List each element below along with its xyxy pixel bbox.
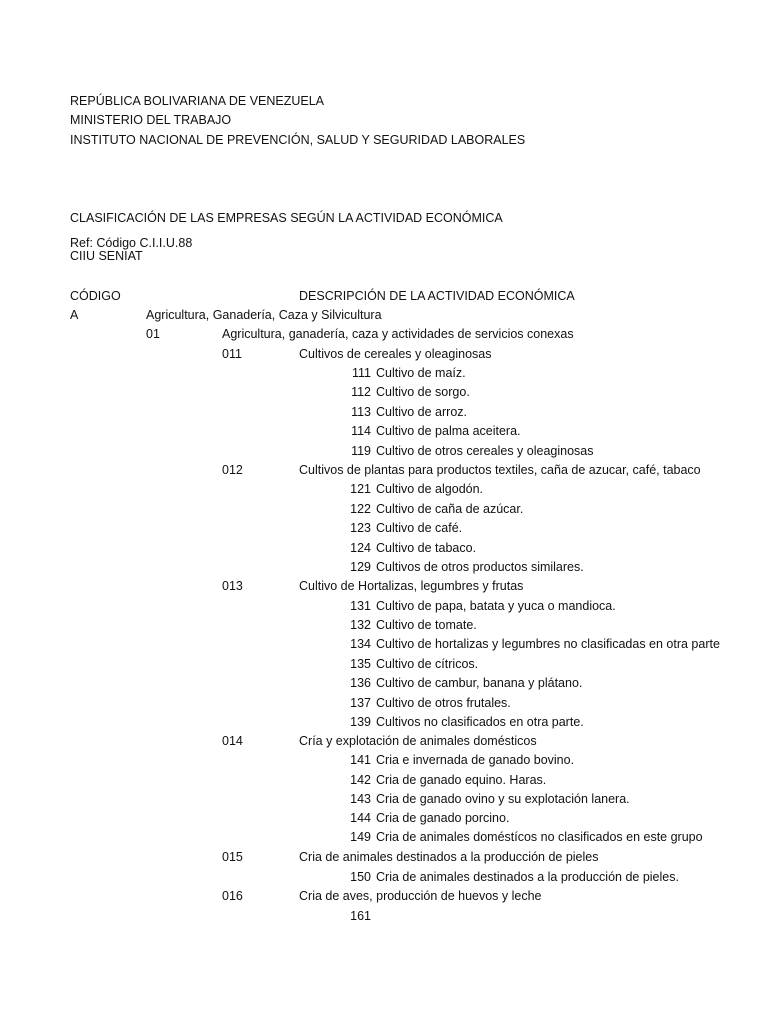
class-code: 132 xyxy=(350,618,371,632)
class-code: 122 xyxy=(350,502,371,516)
class-code: 144 xyxy=(350,811,371,825)
group-label: Cultivos de plantas para productos textiles, caña de azucar, café, tabaco xyxy=(299,463,701,477)
section-code: A xyxy=(70,308,79,322)
class-label: Cultivo de sorgo. xyxy=(376,385,470,399)
class-code: 142 xyxy=(350,773,371,787)
class-label: Cultivos no clasificados en otra parte. xyxy=(376,715,584,729)
class-code: 124 xyxy=(350,541,371,555)
class-code: 139 xyxy=(350,715,371,729)
class-label: Cultivo de papa, batata y yuca o mandioca. xyxy=(376,599,616,613)
division-label: Agricultura, ganadería, caza y actividades de servicios conexas xyxy=(222,327,574,341)
class-code: 129 xyxy=(350,560,371,574)
class-code: 161 xyxy=(350,909,371,923)
section-label: Agricultura, Ganadería, Caza y Silvicultura xyxy=(146,308,382,322)
class-code: 112 xyxy=(351,385,371,399)
header-line-2: MINISTERIO DEL TRABAJO xyxy=(70,113,232,127)
class-code: 113 xyxy=(351,405,371,419)
class-label: Cultivo de caña de azúcar. xyxy=(376,502,524,516)
class-label: Cultivo de algodón. xyxy=(376,482,484,496)
class-code: 131 xyxy=(350,599,371,613)
class-label: Cria de ganado equino. Haras. xyxy=(376,773,547,787)
group-label: Cultivo de Hortalizas, legumbres y frutas xyxy=(299,579,524,593)
class-label: Cultivo de café. xyxy=(376,521,463,535)
class-code: 141 xyxy=(350,753,371,767)
class-code: 135 xyxy=(350,657,371,671)
class-label: Cultivos de otros productos similares. xyxy=(376,560,584,574)
group-label: Cultivos de cereales y oleaginosas xyxy=(299,347,492,361)
division-code: 01 xyxy=(146,327,160,341)
class-code: 123 xyxy=(350,521,371,535)
group-label: Cria de aves, producción de huevos y leche xyxy=(299,889,542,903)
class-label: Cria de animales destinados a la producción de pieles. xyxy=(376,870,679,884)
group-code: 016 xyxy=(222,889,243,903)
class-code: 143 xyxy=(350,792,371,806)
class-code: 111 xyxy=(351,366,371,380)
class-label: Cultivo de otros cereales y oleaginosas xyxy=(376,444,594,458)
class-label: Cria e invernada de ganado bovino. xyxy=(376,753,575,767)
class-label: Cultivo de palma aceitera. xyxy=(376,424,521,438)
class-label: Cria de animales doméstícos no clasificados en este grupo xyxy=(376,830,703,844)
ref-line-1: Ref: Código C.I.I.U.88 xyxy=(70,236,193,250)
class-label: Cria de ganado porcino. xyxy=(376,811,510,825)
class-code: 150 xyxy=(350,870,371,884)
group-code: 015 xyxy=(222,850,243,864)
class-label: Cultivo de tomate. xyxy=(376,618,477,632)
class-label: Cultivo de otros frutales. xyxy=(376,696,511,710)
header-line-3: INSTITUTO NACIONAL DE PREVENCIÓN, SALUD Y SEGURIDAD LABORALES xyxy=(70,133,526,147)
class-label: Cultivo de cítricos. xyxy=(376,657,479,671)
class-label: Cria de ganado ovino y su explotación lanera. xyxy=(376,792,630,806)
class-code: 119 xyxy=(351,444,371,458)
group-label: Cria de animales destinados a la producción de pieles xyxy=(299,850,599,864)
class-label: Cultivo de maíz. xyxy=(376,366,466,380)
column-header-code: CÓDIGO xyxy=(70,289,121,303)
group-code: 014 xyxy=(222,734,243,748)
ref-line-2: CIIU SENIAT xyxy=(70,249,143,263)
document-title: CLASIFICACIÓN DE LAS EMPRESAS SEGÚN LA ACTIVIDAD ECONÓMICA xyxy=(70,211,503,225)
class-label: Cultivo de tabaco. xyxy=(376,541,477,555)
class-label: Cultivo de hortalizas y legumbres no clasificadas en otra parte xyxy=(376,637,720,651)
group-code: 012 xyxy=(222,463,243,477)
class-code: 121 xyxy=(350,482,371,496)
group-code: 013 xyxy=(222,579,243,593)
class-code: 149 xyxy=(350,830,371,844)
group-code: 011 xyxy=(222,347,242,361)
class-label: Cultivo de cambur, banana y plátano. xyxy=(376,676,583,690)
group-label: Cría y explotación de animales domésticos xyxy=(299,734,537,748)
header-line-1: REPÚBLICA BOLIVARIANA DE VENEZUELA xyxy=(70,94,325,108)
class-code: 134 xyxy=(350,637,371,651)
class-code: 136 xyxy=(350,676,371,690)
class-code: 114 xyxy=(351,424,371,438)
column-header-description: DESCRIPCIÓN DE LA ACTIVIDAD ECONÓMICA xyxy=(299,289,575,303)
class-code: 137 xyxy=(350,696,371,710)
class-label: Cultivo de arroz. xyxy=(376,405,468,419)
